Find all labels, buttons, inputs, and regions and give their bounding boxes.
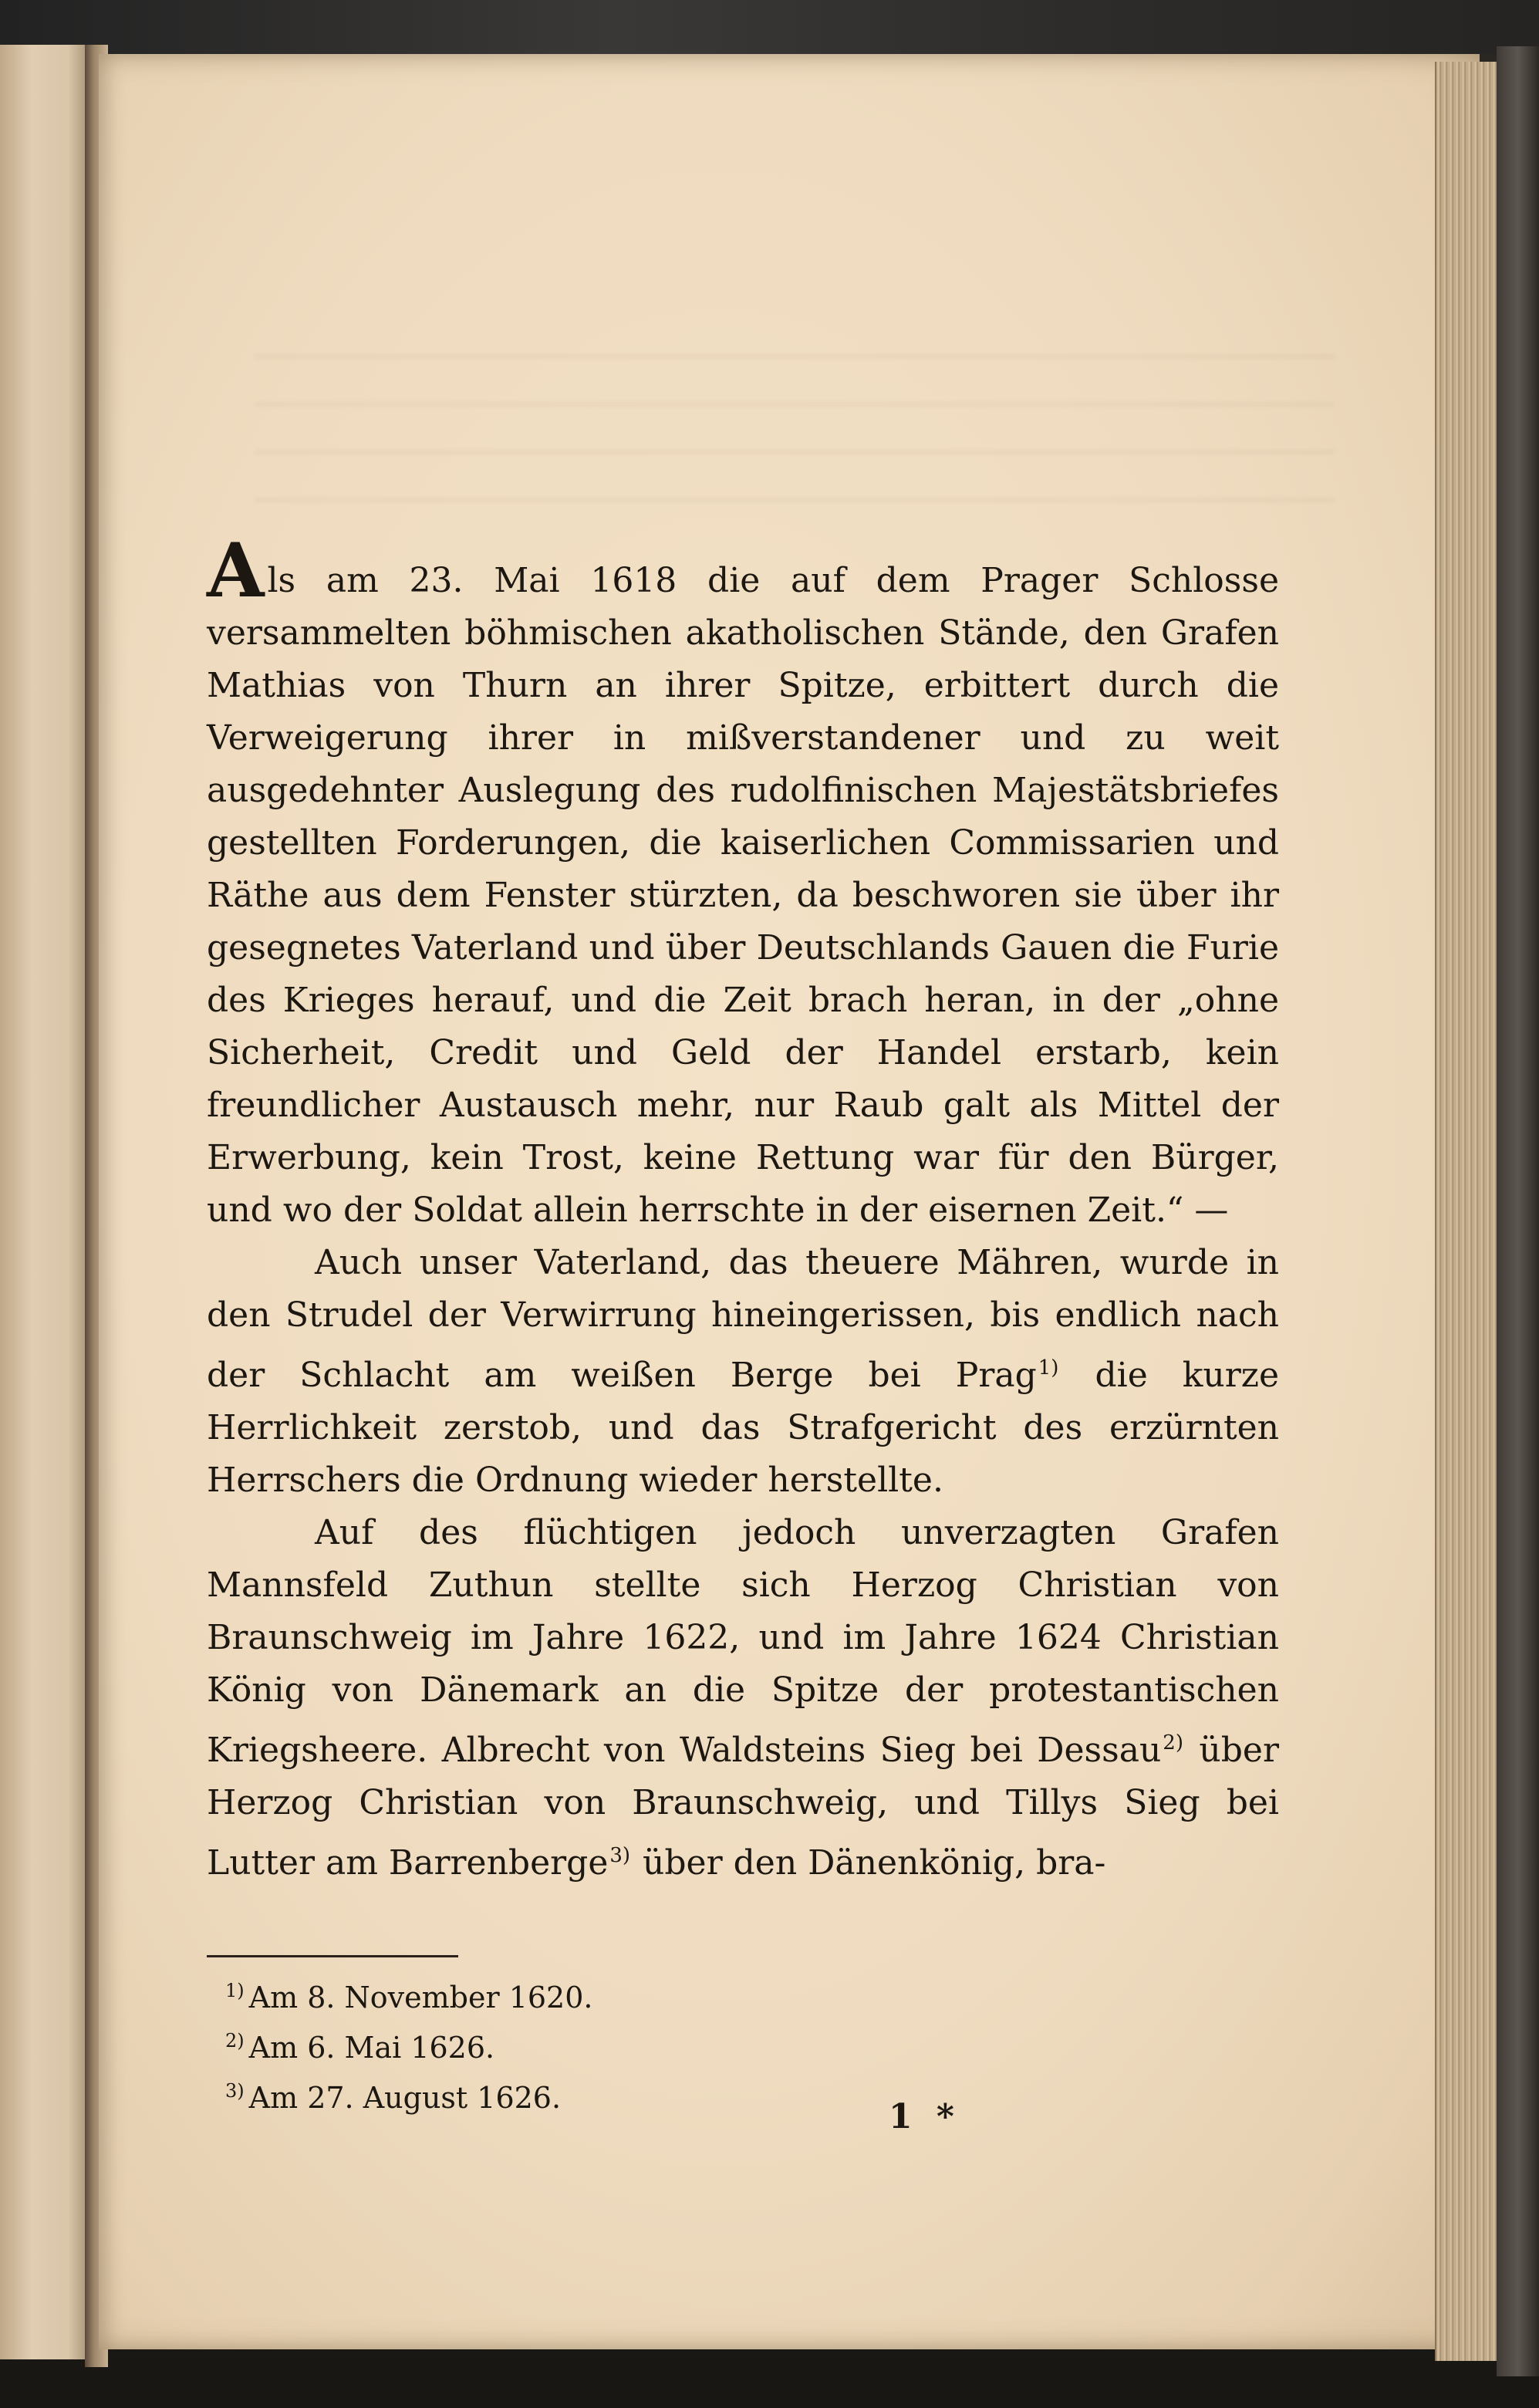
signature-mark: 1 * <box>889 2097 960 2136</box>
footnotes <box>225 1969 593 2119</box>
paragraph-2-text-a: Auch unser Vaterland, das theuere Mähren, wurde in den Strudel der Verwirrung hineingerissen, bis endlich nach der Schlacht am weißen Berge bei Prag <box>207 1243 1279 1395</box>
paragraph-1-text: ls am 23. Mai 1618 die auf dem Prager Schlosse versammelten böhmischen akatholischen Stände, den Grafen Mathias von Thurn an ihrer Spitze, erbittert durch die Verweigerung ihrer in mißverstandener und zu weit ausgedehnter Auslegung des rudolfinischen Majestätsbriefes gestellten Forderungen, die kaiserlichen Commissarien und Räthe aus dem Fenster stürzten, da beschworen sie über ihr gesegnetes Vaterland und über Deutschlands Gauen die Furie des Krieges herauf, und die Zeit brach heran, in der „ohne Sicherheit, Credit und Geld der Handel erstarb, kein freundlicher Austausch mehr, nur Raub galt als Mittel der Erwerbung, kein Trost, keine Rettung war für den Bürger, und wo der Soldat allein herrschte in der eisernen Zeit.“ — <box>207 561 1279 1230</box>
footnote-1 <box>225 1969 593 2019</box>
paragraph-3-text-b: über Herzog Christian von Braunschweig, und Tillys Sieg bei Lutter am Barrenberge <box>207 1731 1279 1883</box>
footnote-text: Am 6. Mai 1626. <box>248 2031 495 2065</box>
paragraph-1 <box>207 527 1279 1237</box>
show-through-text <box>255 324 1335 509</box>
footnote-ref-3[interactable]: 3) <box>609 1844 631 1867</box>
body-text <box>207 527 1279 1890</box>
paragraph-3-text-a: Auf des flüchtigen jedoch unverzagten Grafen Mannsfeld Zuthun stellte sich Herzog Christian von Braunschweig im Jahre 1622, und im Jahre 1624 Christian König von Dänemark an die Spitze der protestantischen Kriegsheere. Albrecht von Waldsteins Sieg bei Dessau <box>207 1513 1279 1770</box>
footnote-divider <box>207 1955 458 1957</box>
footnote-mark: 3) <box>225 2080 245 2102</box>
footnote-mark: 2) <box>225 2030 245 2052</box>
background-top <box>0 0 1539 54</box>
footnote-text: Am 8. November 1620. <box>248 1981 593 2015</box>
left-page-edge <box>0 45 93 2359</box>
footnote-3 <box>225 2069 593 2119</box>
footnote-ref-1[interactable]: 1) <box>1038 1356 1059 1380</box>
footnote-text: Am 27. August 1626. <box>248 2081 562 2115</box>
book-cover-edge <box>1497 46 1539 2376</box>
footnote-ref-2[interactable]: 2) <box>1163 1731 1183 1754</box>
footnote-2 <box>225 2019 593 2069</box>
initial-letter: A <box>207 527 265 614</box>
paragraph-3 <box>207 1507 1279 1890</box>
paragraph-3-text-c: über den Dänenkönig, bra- <box>632 1843 1106 1883</box>
paragraph-2-text-b: die kurze Herrlichkeit zerstob, und das Strafgericht des erzürnten Herrschers die Ordnung wieder herstellte. <box>207 1356 1279 1500</box>
paragraph-2 <box>207 1237 1279 1507</box>
footnote-mark: 1) <box>225 1980 245 2001</box>
